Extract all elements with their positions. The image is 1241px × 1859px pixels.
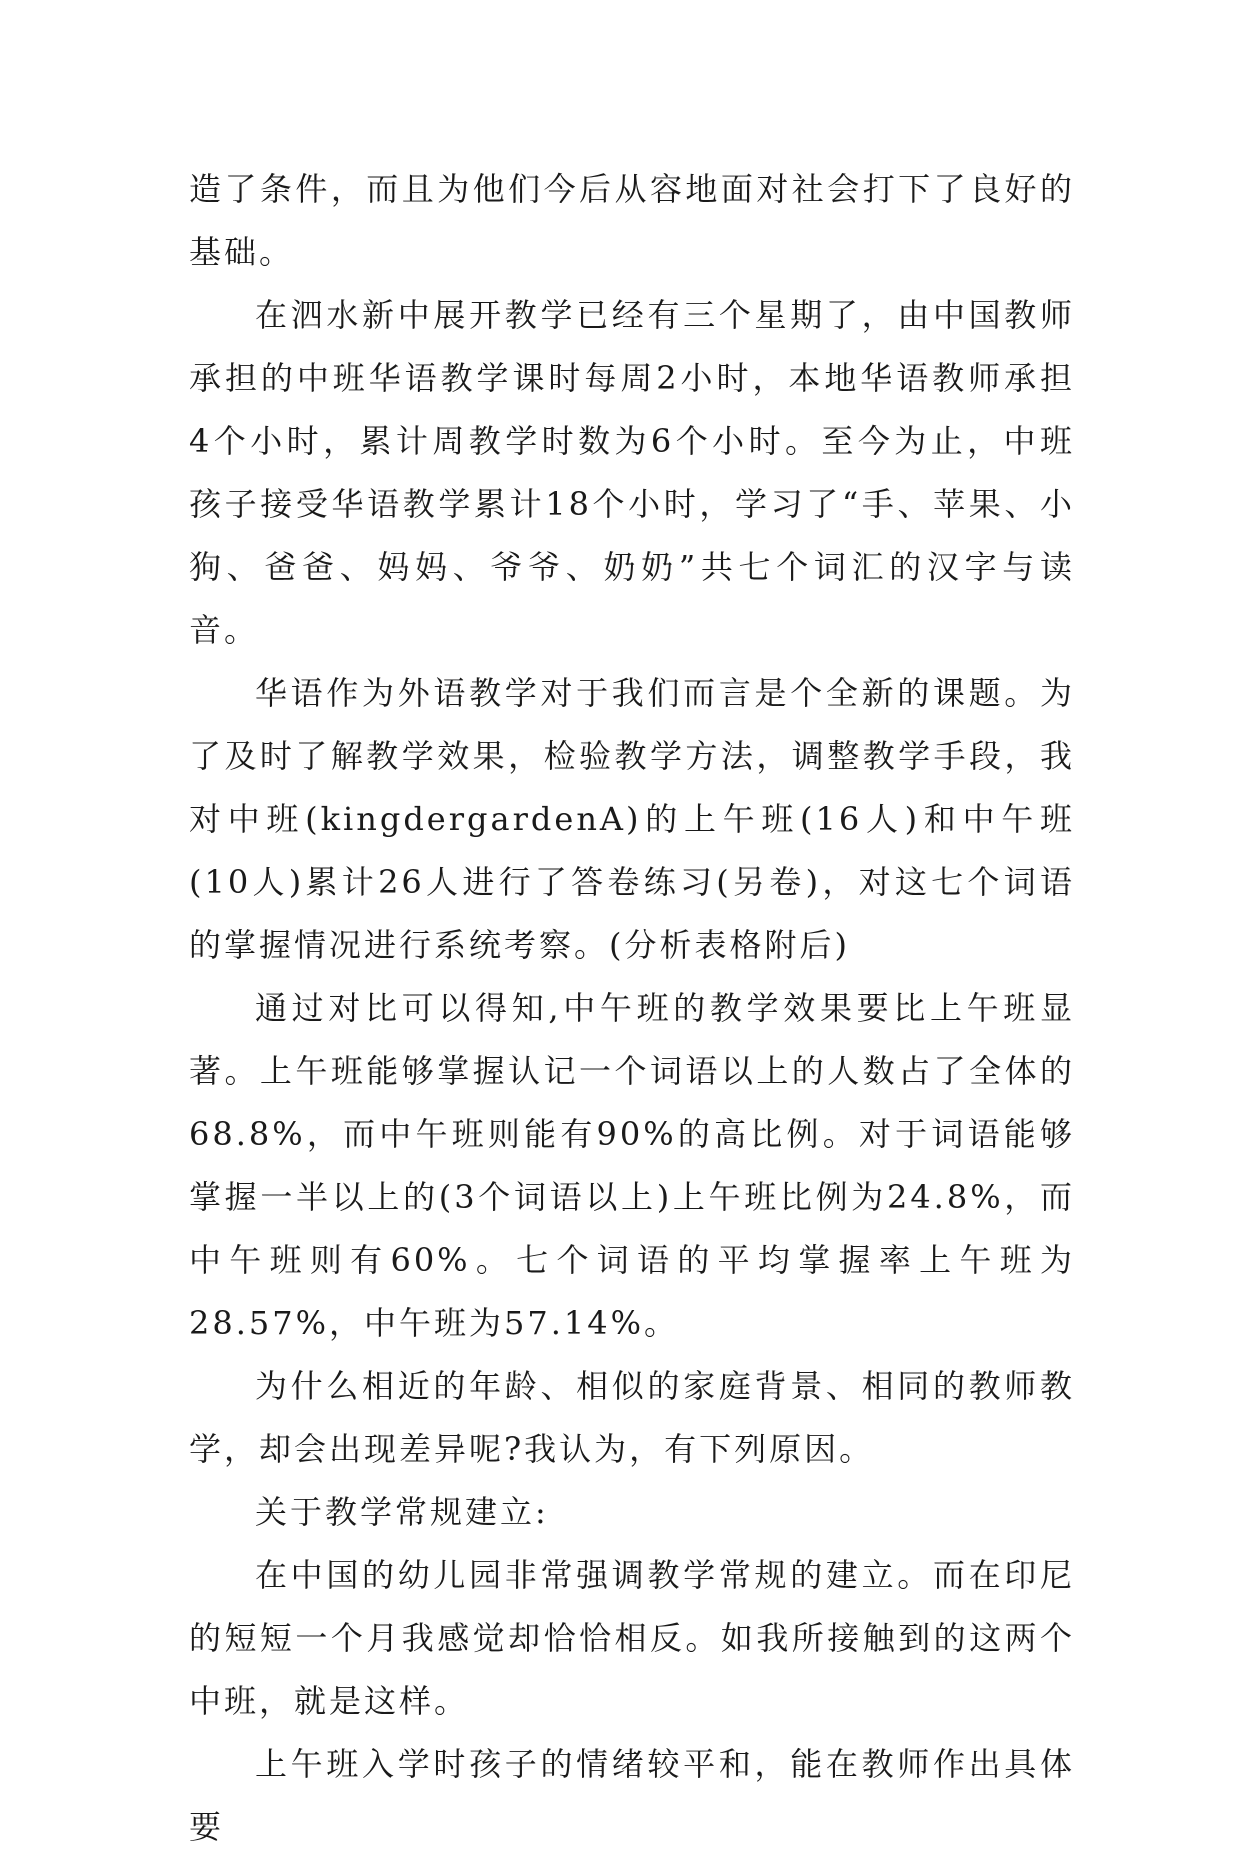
paragraph-2: 在泗水新中展开教学已经有三个星期了，由中国教师承担的中班华语教学课时每周2小时，本地华语教师承担4个小时，累计周教学时数为6个小时。至今为止，中班孩子接受华语教学累计18个小时，学习了“手、苹果、小狗、爸爸、妈妈、爷爷、奶奶”共七个词汇的汉字与读音。	[189, 296, 1075, 649]
paragraph-5: 为什么相近的年龄、相似的家庭背景、相同的教师教学，却会出现差异呢?我认为，有下列原因。	[189, 1367, 1075, 1468]
paragraph-6-heading: 关于教学常规建立:	[255, 1493, 549, 1531]
paragraph-7: 在中国的幼儿园非常强调教学常规的建立。而在印尼的短短一个月我感觉却恰恰相反。如我所接触到的这两个中班，就是这样。	[189, 1556, 1075, 1720]
paragraph-8: 上午班入学时孩子的情绪较平和，能在教师作出具体要	[189, 1745, 1075, 1846]
paragraph-3: 华语作为外语教学对于我们而言是个全新的课题。为了及时了解教学效果，检验教学方法，调整教学手段，我对中班(kingdergardenA)的上午班(16人)和中午班(10人)累计26人进行了答卷练习(另卷)，对这七个词语的掌握情况进行系统考察。(分析表格附后)	[189, 674, 1075, 964]
paragraph-1: 造了条件，而且为他们今后从容地面对社会打下了良好的基础。	[189, 170, 1075, 271]
document-body	[189, 158, 1075, 1859]
paragraph-4: 通过对比可以得知,中午班的教学效果要比上午班显著。上午班能够掌握认记一个词语以上的人数占了全体的68.8%，而中午班则能有90%的高比例。对于词语能够掌握一半以上的(3个词语以上)上午班比例为24.8%，而中午班则有60%。七个词语的平均掌握率上午班为28.57%，中午班为57.14%。	[189, 989, 1075, 1342]
